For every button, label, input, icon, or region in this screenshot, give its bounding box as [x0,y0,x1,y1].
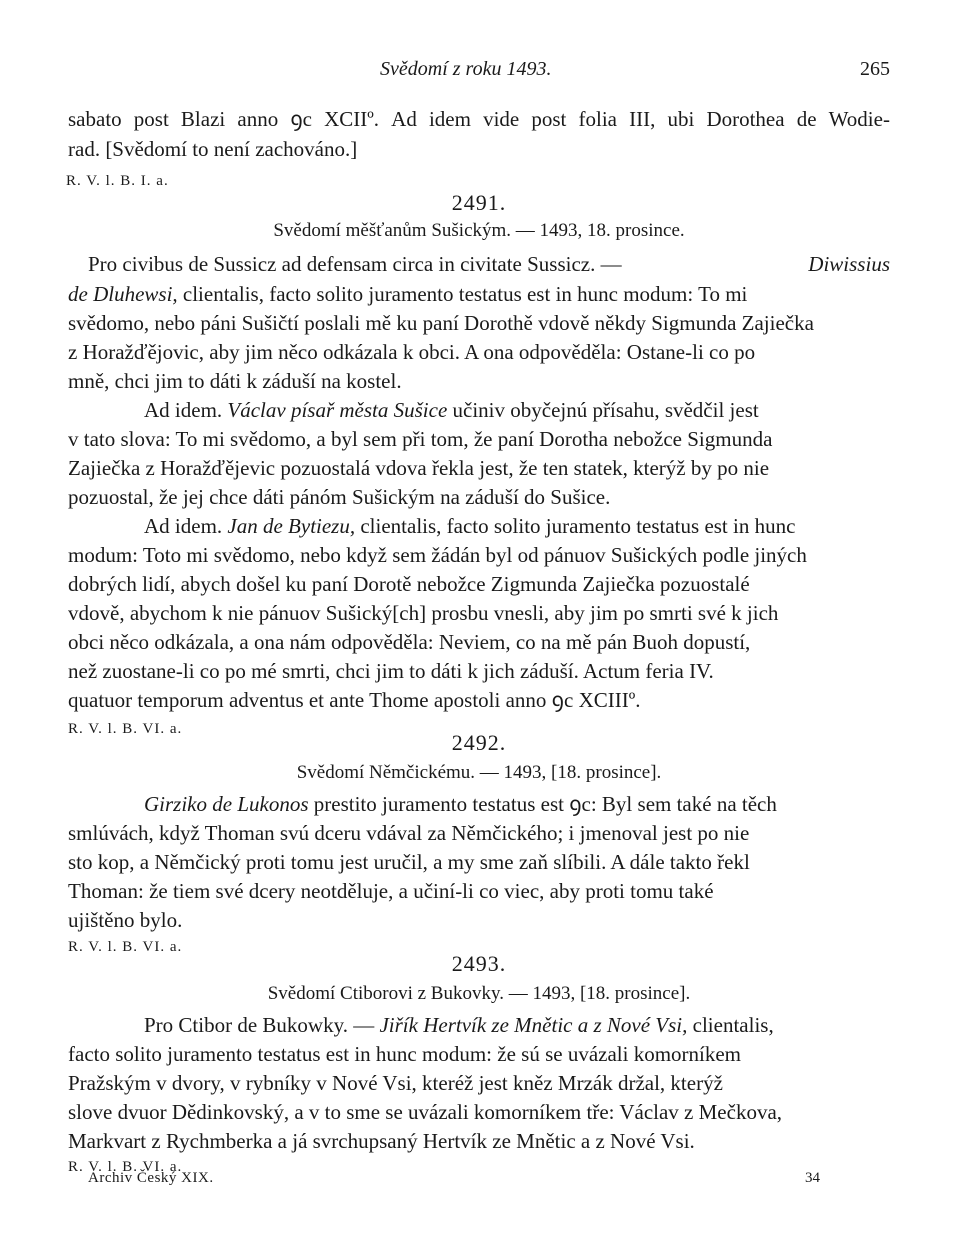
entry-subtitle: Svědomí měšťanům Sušickým. — 1493, 18. prosince. [273,220,685,241]
text-line: quatuor temporum adventus et ante Thome apostoli anno ꝯc XCIIIº. [68,688,641,712]
text-line: Zajiečka z Horažďějevic pozuostalá vdova řekla jest, že ten statek, kterýž by po nie [68,456,770,480]
text-line: facto solito juramento testatus est in hunc modum: že sú se uvázali komorníkem [68,1042,742,1066]
word: folia [578,107,617,131]
word: sabato [68,107,122,131]
word: vide [483,107,520,131]
running-title: Svědomí z roku 1493. [380,58,552,80]
archive-signature: R. V. l. B. VI. a. [68,1159,183,1175]
page-number: 265 [860,58,890,80]
text-line: sto kop, a Němčický proti tomu jest uručil, a my sme zaň slíbili. A dále takto řekl [68,850,750,874]
entry-number: 2493. [451,951,507,976]
text-line: z Horažďějovic, aby jim něco odkázala k obci. A ona odpověděla: Ostane-li co po [68,340,756,364]
archive-signature: R. V. l. B. I. a. [66,173,169,189]
word: de [796,107,817,131]
archive-signature: R. V. l. B. VI. a. [68,721,183,737]
entry-subtitle: Svědomí Ctiborovi z Bukovky. — 1493, [18. prosince]. [267,983,691,1004]
text-line: slove dvuor Dědinkovský, a v to sme se uvázali komorníkem tře: Václav z Mečkova, [68,1100,783,1124]
word: III, [629,107,656,131]
text-line: modum: Toto mi svědomo, nebo když sem žádán byl od pánuov Sušických podle jiných [68,543,807,567]
entry-number: 2492. [451,730,507,755]
word: Dorothea [706,107,785,131]
sheet-number: 34 [805,1170,820,1186]
text-line: Girziko de Lukonos prestito juramento testatus est ꝯc: Byl sem také na těch [144,792,777,816]
entry-subtitle: Svědomí Němčickému. — 1493, [18. prosince]. [296,762,662,783]
text-line: de Dluhewsi, clientalis, facto solito juramento testatus est in hunc modum: To mi [68,282,748,306]
text-line: smlúvách, když Thoman svú dceru vdával za Němčického; i jmenoval jest po nie [68,821,750,845]
archive-signature: R. V. l. B. VI. a. [68,939,183,955]
text-line: rad. [Svědomí to není zachováno.] [68,137,358,161]
text-line: Pro Ctibor de Bukowky. — Jiřík Hertvík ze Mnětic a z Nové Vsi, clientalis, [144,1013,774,1037]
text-line: svědomo, nebo páni Sušičtí poslali mě ku paní Dorothě vdově někdy Sigmunda Zajiečka [68,311,814,335]
word: Wodie- [828,107,890,131]
text-line: Markvart z Rychmberka a já svrchupsaný Hertvík ze Mnětic a z Nové Vsi. [68,1129,695,1153]
text-line: dobrých lidí, abych došel ku paní Dorotě nebožce Zigmunda Zajiečka pozuostalé [68,572,750,596]
text-line: než zuostane-li co po mé smrti, chci jim to dáti k jich záduší. Actum feria IV. [68,659,714,683]
text-line: obci něco odkázala, a ona nám odpověděla: Neviem, co na mě pán Buoh dopustí, [68,630,751,654]
text-line: Thoman: že tiem své dcery neotděluje, a učiní-li co viec, aby proti tomu také [68,879,714,903]
text-line [68,106,890,132]
word: ꝯc [290,107,312,131]
text-line: pozuostal, že jej chce dáti pánóm Sušickým na záduší do Sušice. [68,485,611,509]
word: anno [237,107,279,131]
word: idem [428,107,471,131]
word: ubi [667,107,695,131]
text-line: Ad idem. Jan de Bytiezu, clientalis, facto solito juramento testatus est in hunc [144,514,796,538]
text-line: mně, chci jim to dáti k záduší na kostel. [68,369,402,393]
text-line: ujištěno bylo. [68,908,183,932]
text-line: Ad idem. Václav písař města Sušice učiniv obyčejnú přísahu, svědčil jest [144,398,759,422]
text-line: Pražským v dvory, v rybníky v Nové Vsi, kteréž jest kněz Mrzák držal, kterýž [68,1071,723,1095]
volume-footer: Archiv Český XIX. [88,1170,214,1186]
word: XCIIº. [324,107,380,131]
text-line: Pro civibus de Sussicz ad defensam circa in civitate Sussicz. — Diwissius [88,252,890,276]
word: post [531,107,567,131]
word: Ad [391,107,417,131]
word: post [133,107,169,131]
text-line: v tato slova: To mi svědomo, a byl sem při tom, že paní Dorotha nebožce Sigmunda [68,427,773,451]
word: Blazi [180,107,226,131]
text-line: vdově, abychom k nie pánuov Sušický[ch] prosbu vnesli, aby jim po smrti své k jich [68,601,779,625]
entry-number: 2491. [451,190,507,215]
